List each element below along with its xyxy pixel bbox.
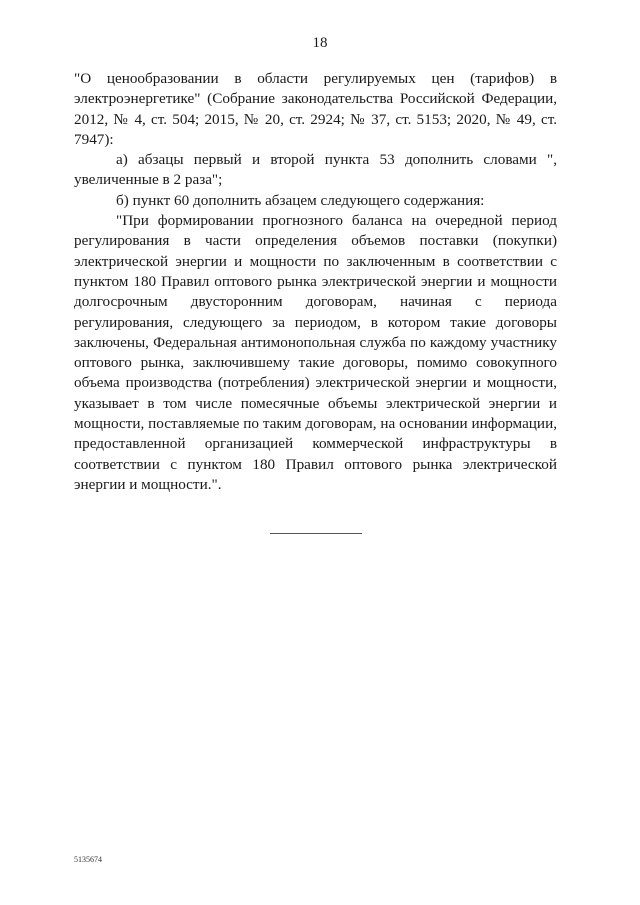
page-number: 18 — [312, 35, 328, 51]
document-body — [74, 69, 557, 495]
separator-line — [270, 533, 362, 534]
paragraph-item-a: а) абзацы первый и второй пункта 53 дополнить словами ", увеличенные в 2 раза"; — [74, 151, 557, 189]
paragraph-quoted-text: "При формировании прогнозного баланса на очередной период регулирования в части определения объемов поставки (покупки) электрической энергии и мощности по заключенным в соответствии с пунктом 180 Правил оптового рынка электрической энергии и мощности долгосрочным двусторонним договорам, начиная с периода регулирования, следующего за периодом, в котором такие договоры заключены, Федеральная антимонопольная служба по каждому участнику оптового рынка, заключившему такие договоры, помимо совокупного объема производства (потребления) электрической энергии и мощности, указывает в том числе помесячные объемы электрической энергии и мощности, поставляемые по таким договорам, на основании информации, предоставленной организацией коммерческой инфраструктуры в соответствии с пунктом 180 Правил оптового рынка электрической энергии и мощности.". — [74, 212, 557, 493]
document-code: 5135674 — [74, 855, 102, 864]
paragraph-legal-reference: "О ценообразовании в области регулируемых цен (тарифов) в электроэнергетике" (Собрание законодательства Российской Федерации, 2012, № 4, ст. 504; 2015, № 20, ст. 2924; № 37, ст. 5153; 2020, № 49, ст. 7947): — [74, 70, 557, 148]
paragraph-item-b: б) пункт 60 дополнить абзацем следующего содержания: — [116, 191, 485, 209]
